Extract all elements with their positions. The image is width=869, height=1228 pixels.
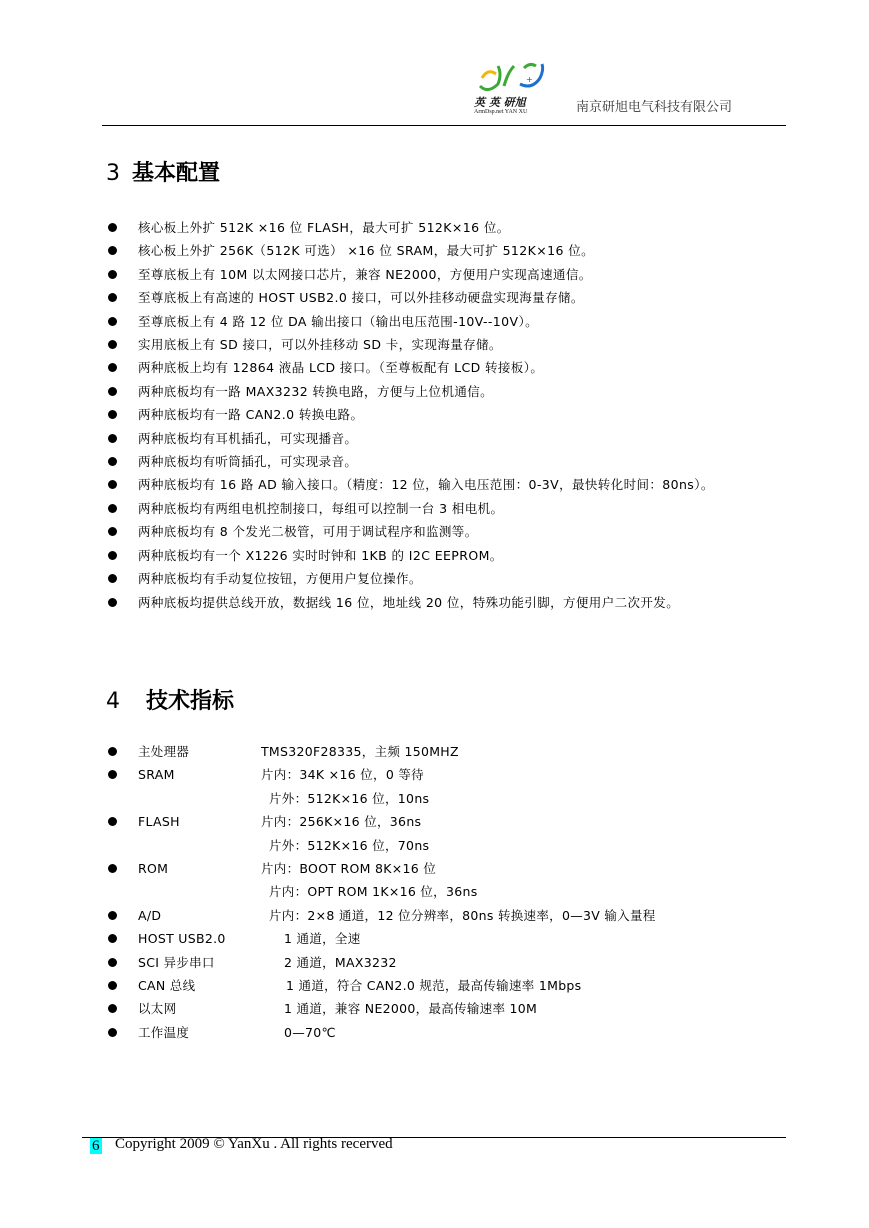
list-item <box>106 310 786 333</box>
spec-name: HOST USB2.0 <box>138 931 226 947</box>
spec-row <box>106 1021 786 1044</box>
logo-wordmark: 英 英 研旭 <box>474 96 526 109</box>
section-3-heading <box>106 156 220 187</box>
bullet-icon <box>108 527 117 536</box>
list-item <box>106 380 786 403</box>
spec-name: SCI 异步串口 <box>138 954 215 970</box>
bullet-icon <box>108 317 117 326</box>
spec-name: ROM <box>138 860 169 876</box>
bullet-icon <box>108 434 117 443</box>
bullet-icon <box>108 270 117 279</box>
list-item <box>106 216 786 239</box>
spec-name: 工作温度 <box>138 1024 190 1040</box>
list-item <box>106 403 786 426</box>
spec-row <box>106 997 786 1020</box>
bullet-icon <box>108 598 117 607</box>
spec-name: CAN 总线 <box>138 977 196 993</box>
list-item-text: 核心板上外扩 512K ×16 位 FLASH，最大可扩 512K×16 位。 <box>138 220 510 235</box>
list-item-text: 两种底板均有 8 个发光二极管，可用于调试程序和监测等。 <box>138 524 478 540</box>
spec-value: 1 通道，符合 CAN2.0 规范，最高传输速率 1Mbps <box>286 977 582 993</box>
list-item-text: 两种底板均有一个 X1226 实时时钟和 1KB 的 I2C EEPROM。 <box>138 547 503 563</box>
list-item <box>106 263 786 286</box>
spec-row <box>106 951 786 974</box>
spec-value: 1 通道，兼容 NE2000，最高传输速率 10M <box>284 1001 538 1017</box>
bullet-icon <box>108 480 117 489</box>
spec-row <box>106 810 786 833</box>
section-3-number: 3 <box>106 161 120 186</box>
bullet-icon <box>108 574 117 583</box>
bullet-icon <box>108 770 117 779</box>
bullet-icon <box>108 934 117 943</box>
section-4-title: 技术指标 <box>146 689 235 714</box>
bullet-icon <box>108 387 117 396</box>
spec-name: FLASH <box>138 814 180 830</box>
spec-row <box>106 763 786 786</box>
list-item <box>106 239 786 262</box>
spec-row <box>106 880 786 903</box>
bullet-icon <box>108 246 117 255</box>
copyright-text: Copyright 2009 © YanXu . All rights recerved <box>115 1136 393 1152</box>
spec-name: 主处理器 <box>138 744 190 759</box>
spec-value: TMS320F28335，主频 150MHZ <box>261 744 459 759</box>
spec-value: 2 通道，MAX3232 <box>284 954 397 970</box>
section-3-title: 基本配置 <box>132 161 221 186</box>
list-item-text: 核心板上外扩 256K（512K 可选） ×16 位 SRAM，最大可扩 512K×16 位。 <box>138 243 594 259</box>
header-divider <box>102 125 786 126</box>
list-item <box>106 591 786 614</box>
spec-row <box>106 834 786 857</box>
list-item-text: 实用底板上有 SD 接口，可以外挂移动 SD 卡，实现海量存储。 <box>138 337 502 353</box>
list-item <box>106 473 786 496</box>
svg-text:+: + <box>526 75 533 84</box>
list-item <box>106 544 786 567</box>
list-item <box>106 520 786 543</box>
spec-row <box>106 974 786 997</box>
list-item <box>106 497 786 520</box>
bullet-icon <box>108 958 117 967</box>
bullet-icon <box>108 293 117 302</box>
section-4-heading <box>106 684 234 715</box>
company-name: 南京研旭电气科技有限公司 <box>576 100 733 115</box>
list-item-text: 两种底板均有一路 MAX3232 转换电路，方便与上位机通信。 <box>138 383 494 399</box>
basic-config-list <box>106 216 786 614</box>
list-item <box>106 450 786 473</box>
list-item-text: 两种底板均有一路 CAN2.0 转换电路。 <box>138 407 364 423</box>
spec-value: 片内：2×8 通道，12 位分辨率，80ns 转换速率，0—3V 输入量程 <box>269 907 656 923</box>
spec-row <box>106 787 786 810</box>
list-item-text: 两种底板均有手动复位按钮，方便用户复位操作。 <box>138 571 422 587</box>
bullet-icon <box>108 864 117 873</box>
spec-row <box>106 927 786 950</box>
section-4-number: 4 <box>106 689 120 714</box>
spec-value: 片外：512K×16 位，70ns <box>269 837 430 853</box>
list-item <box>106 333 786 356</box>
spec-value: 1 通道，全速 <box>284 931 361 947</box>
bullet-icon <box>108 747 117 756</box>
list-item-text: 两种底板均有耳机插孔，可实现播音。 <box>138 430 358 446</box>
bullet-icon <box>108 340 117 349</box>
list-item-text: 两种底板均有 16 路 AD 输入接口。（精度：12 位，输入电压范围：0-3V，最快转化时间：80ns）。 <box>138 477 714 493</box>
list-item <box>106 286 786 309</box>
spec-name: A/D <box>138 907 162 923</box>
list-item-text: 至尊底板上有 10M 以太网接口芯片，兼容 NE2000，方便用户实现高速通信。 <box>138 266 592 282</box>
spec-row <box>106 904 786 927</box>
spec-row <box>106 740 786 763</box>
list-item <box>106 427 786 450</box>
bullet-icon <box>108 817 117 826</box>
bullet-icon <box>108 457 117 466</box>
list-item-text: 两种底板上均有 12864 液晶 LCD 接口。（至尊板配有 LCD 转接板）。 <box>138 360 544 376</box>
spec-value: 片内：BOOT ROM 8K×16 位 <box>261 860 437 876</box>
bullet-icon <box>108 981 117 990</box>
spec-value: 0—70℃ <box>284 1024 336 1040</box>
list-item-text: 两种底板均有听筒插孔，可实现录音。 <box>138 454 358 470</box>
spec-value: 片内：256K×16 位，36ns <box>261 814 422 830</box>
spec-value: 片外：512K×16 位，10ns <box>269 790 430 806</box>
bullet-icon <box>108 410 117 419</box>
bullet-icon <box>108 551 117 560</box>
list-item <box>106 567 786 590</box>
bullet-icon <box>108 363 117 372</box>
list-item-text: 至尊底板上有高速的 HOST USB2.0 接口，可以外挂移动硬盘实现海量存储。 <box>138 290 584 306</box>
page-number: 6 <box>92 1138 100 1154</box>
list-item-text: 两种底板均有两组电机控制接口，每组可以控制一台 3 相电机。 <box>138 500 504 516</box>
spec-value: 片内：OPT ROM 1K×16 位，36ns <box>269 884 478 900</box>
list-item <box>106 356 786 379</box>
spec-name: 以太网 <box>138 1001 177 1017</box>
spec-row <box>106 857 786 880</box>
list-item-text: 至尊底板上有 4 路 12 位 DA 输出接口（输出电压范围-10V--10V）。 <box>138 313 539 329</box>
bullet-icon <box>108 1028 117 1037</box>
bullet-icon <box>108 911 117 920</box>
bullet-icon <box>108 504 117 513</box>
logo-subtitle: ArmDsp.net YAN XU <box>474 109 528 115</box>
spec-name: SRAM <box>138 767 175 783</box>
spec-value: 片内：34K ×16 位，0 等待 <box>261 767 424 783</box>
bullet-icon <box>108 1004 117 1013</box>
tech-spec-list <box>106 740 786 1044</box>
bullet-icon <box>108 223 117 232</box>
list-item-text: 两种底板均提供总线开放，数据线 16 位，地址线 20 位，特殊功能引脚，方便用户二次开发。 <box>138 594 680 610</box>
